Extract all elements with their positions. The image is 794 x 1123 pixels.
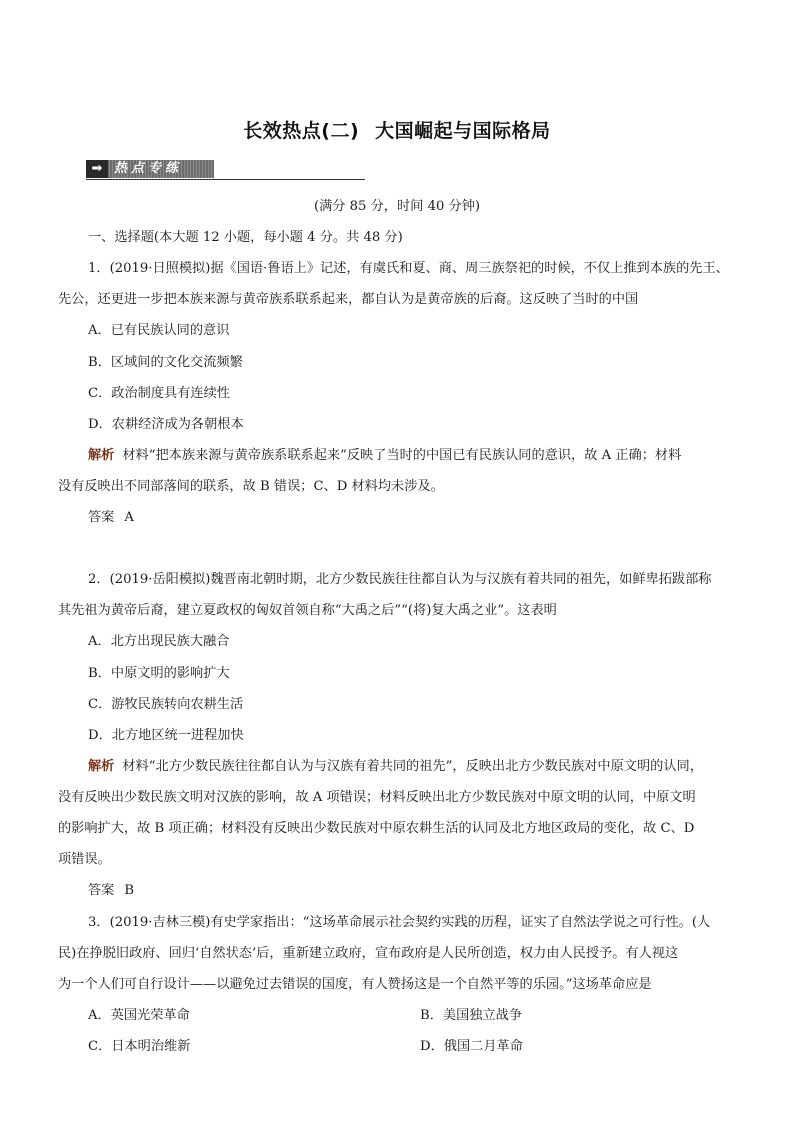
q3-stem-line1: 3．(2019·吉林三模)有史学家指出：“这场革命展示社会契约实践的历程，证实了自然法学说之可行性。(人 [88, 915, 711, 930]
q1-answer [88, 509, 134, 527]
section-banner [86, 160, 365, 180]
q3-stem-line2: 民)在挣脱旧政府、回归‘自然状态’后，重新建立政府，宣布政府是人民所创造，权力由人民授予。有人视这 [58, 946, 679, 961]
q1-option-b: B．区域间的文化交流频繁 [88, 355, 243, 370]
title-main: 长效热点(二) [243, 120, 360, 142]
q2-option-d: D．北方地区统一进程加快 [88, 728, 244, 743]
q3-option-a: A．英国光荣革命 [88, 1008, 190, 1023]
banner-label: 热点专练 [114, 161, 183, 176]
q1-analysis-text1: 材料“把本族来源与黄帝族系联系起来”反映了当时的中国已有民族认同的意识，故 A 正确；材料 [122, 448, 682, 463]
q2-option-c: C．游牧民族转向农耕生活 [88, 697, 244, 712]
q1-answer-value: A [124, 510, 134, 525]
q2-stem-line2: 其先祖为黄帝后裔，建立夏政权的匈奴首领自称“大禹之后”“(将)复大禹之业”。这表明 [58, 603, 557, 618]
q1-option-d: D．农耕经济成为各朝根本 [88, 417, 244, 432]
q2-analysis-text1: 材料“北方少数民族往往都自认为与汉族有着共同的祖先”，反映出北方少数民族对中原文明的认同， [122, 759, 703, 774]
q2-answer-label: 答案 [88, 883, 115, 898]
q1-analysis-line2: 没有反映出不同部落间的联系，故 B 错误；C、D 材料均未涉及。 [58, 479, 444, 494]
q1-analysis-label: 解析 [88, 448, 115, 463]
q2-option-a: A．北方出现民族大融合 [88, 634, 230, 649]
q1-option-a: A．已有民族认同的意识 [88, 323, 230, 338]
arrow-right-icon: ➡ [86, 160, 108, 178]
q3-option-c: C．日本明治维新 [88, 1039, 191, 1054]
section-header: 一、选择题(本大题 12 小题，每小题 4 分。共 48 分) [88, 230, 403, 245]
q2-stem-line1: 2．(2019·岳阳模拟)魏晋南北朝时期，北方少数民族往往都自认为与汉族有着共同的祖先，如鲜卑拓跋部称 [88, 572, 712, 587]
banner-rule [86, 179, 365, 180]
q1-answer-label: 答案 [88, 510, 115, 525]
q3-stem-line3: 为一个人们可自行设计——以避免过去错误的国度，有人赞扬这是一个自然平等的乐园。”这场革命应是 [58, 977, 652, 992]
q2-analysis-line2: 没有反映出少数民族文明对汉族的影响，故 A 项错误；材料反映出北方少数民族对中原文明的认同，中原文明 [58, 790, 696, 805]
q1-stem-line1: 1．(2019·日照模拟)据《国语·鲁语上》记述，有虞氏和夏、商、周三族祭祀的时候，不仅上推到本族的先王、 [88, 261, 729, 276]
q2-analysis-line4: 项错误。 [58, 852, 111, 867]
q1-stem-line2: 先公，还更进一步把本族来源与黄帝族系联系起来，都自认为是黄帝族的后裔。这反映了当时的中国 [58, 292, 639, 307]
q3-option-d: D．俄国二月革命 [420, 1039, 523, 1054]
title-sub: 大国崛起与国际格局 [375, 120, 551, 142]
q1-option-c: C．政治制度具有连续性 [88, 386, 230, 401]
q3-option-b: B．美国独立战争 [420, 1008, 523, 1023]
score-info: (满分 85 分，时间 40 分钟) [313, 199, 481, 214]
q1-analysis-line1 [88, 447, 681, 465]
q2-option-b: B．中原文明的影响扩大 [88, 666, 230, 681]
q2-answer-value: B [124, 883, 135, 898]
q2-analysis-line1 [88, 758, 703, 776]
q2-answer [88, 882, 134, 900]
q2-analysis-label: 解析 [88, 759, 115, 774]
page-title [0, 116, 794, 143]
q2-analysis-line3: 的影响扩大，故 B 项正确；材料没有反映出少数民族对中原农耕生活的认同及北方地区政局的变化，故 C、D [58, 821, 695, 836]
